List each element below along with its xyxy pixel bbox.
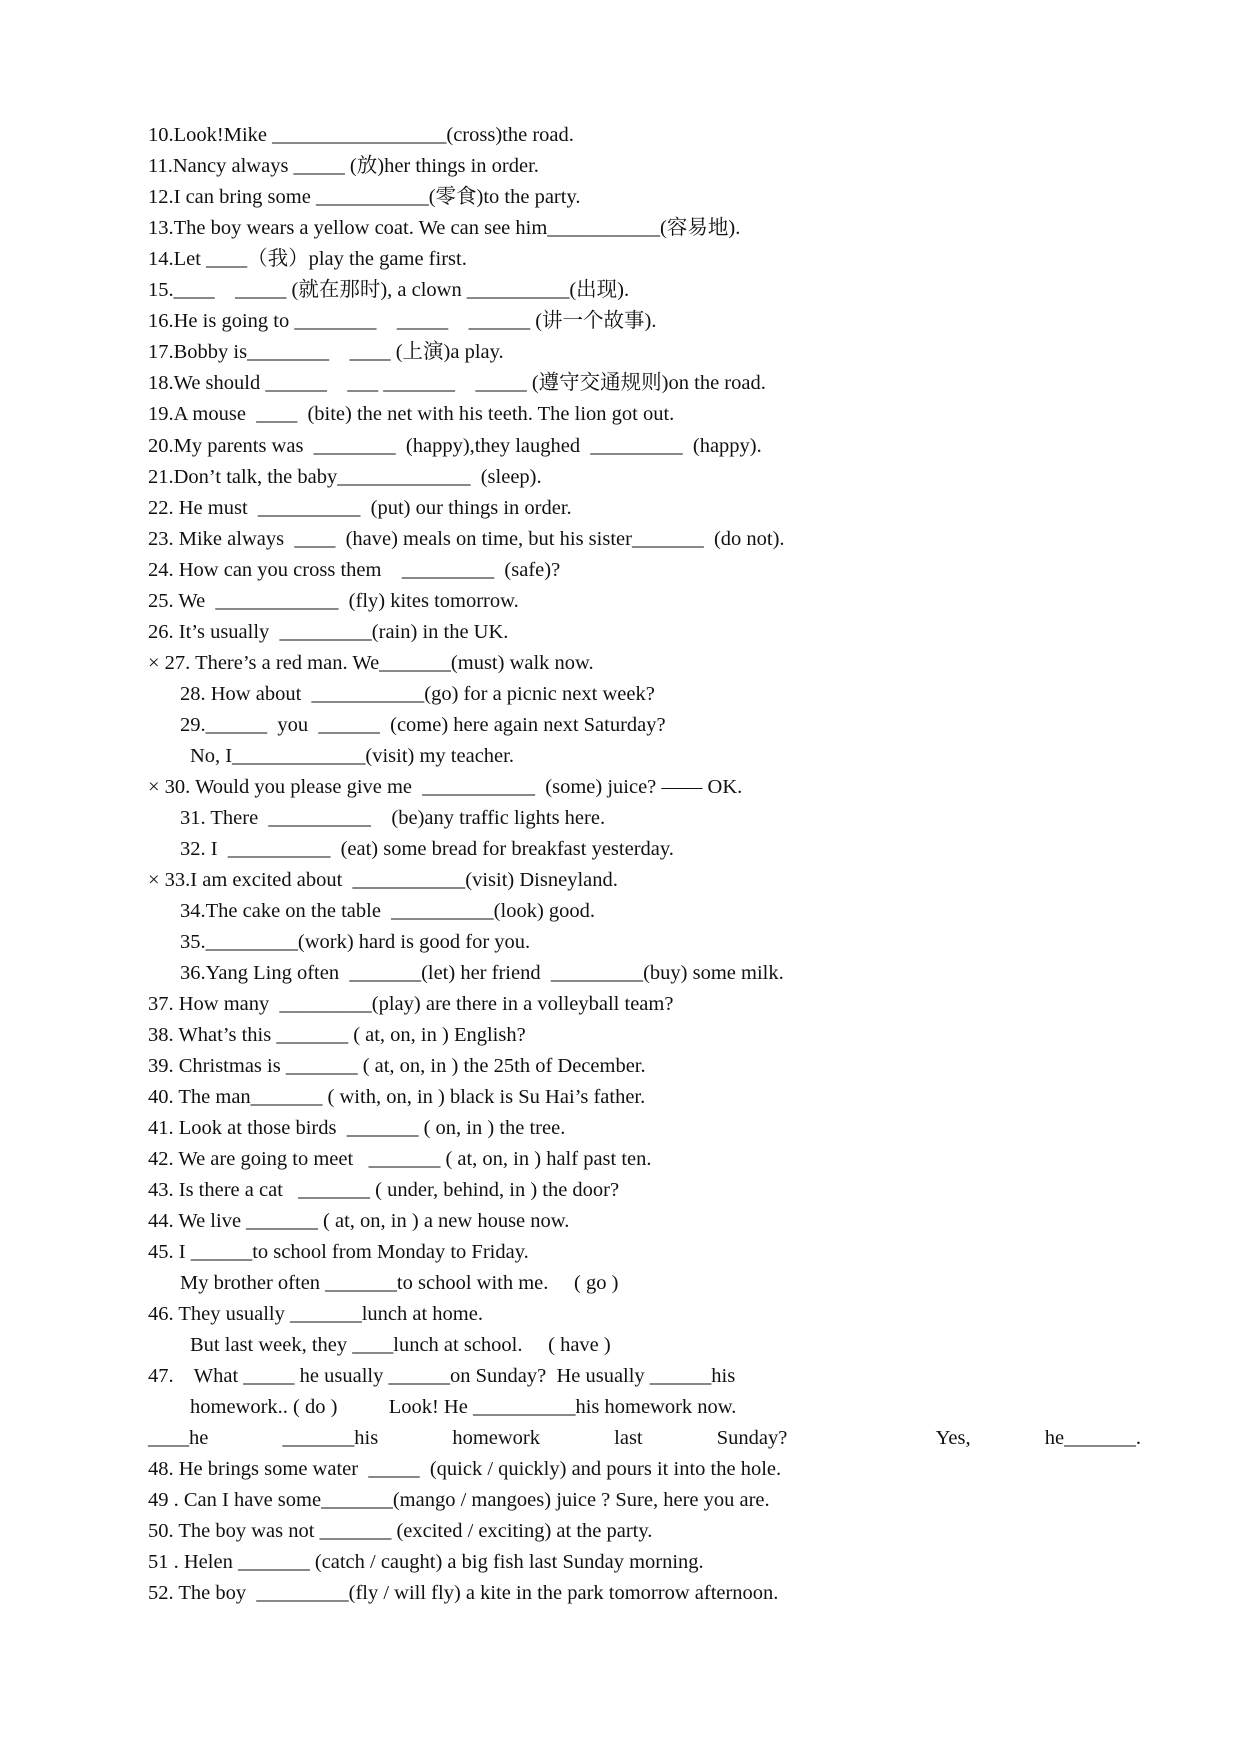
exercise-line: 26. It’s usually _________(rain) in the UK. <box>148 621 509 643</box>
exercise-line: 28. How about ___________(go) for a picnic next week? <box>180 683 655 705</box>
exercise-line: 36.Yang Ling often _______(let) her friend _________(buy) some milk. <box>180 962 784 984</box>
line-part: Yes, <box>935 1427 971 1449</box>
exercise-line: 22. He must __________ (put) our things in order. <box>148 497 572 519</box>
exercise-line: 18.We should ______ ___ _______ _____ (遵守交通规则)on the road. <box>148 372 766 394</box>
exercise-line: 35._________(work) hard is good for you. <box>180 931 531 953</box>
exercise-line: 16.He is going to ________ _____ ______ (讲一个故事). <box>148 310 657 332</box>
line-part: ____he <box>148 1427 209 1449</box>
exercise-line: 40. The man_______ ( with, on, in ) black is Su Hai’s father. <box>148 1086 646 1108</box>
exercise-line: 11.Nancy always _____ (放)her things in order. <box>148 155 539 177</box>
exercise-line: 32. I __________ (eat) some bread for breakfast yesterday. <box>180 838 674 860</box>
exercise-line: My brother often _______to school with me. ( go ) <box>180 1272 619 1294</box>
justified-line <box>148 1426 1141 1450</box>
exercise-line: 20.My parents was ________ (happy),they laughed _________ (happy). <box>148 435 762 457</box>
exercise-line: 21.Don’t talk, the baby_____________ (sleep). <box>148 466 542 488</box>
line-part: he_______. <box>1044 1427 1141 1449</box>
exercise-line: 19.A mouse ____ (bite) the net with his teeth. The lion got out. <box>148 403 675 425</box>
exercise-line: 31. There __________ (be)any traffic lights here. <box>180 807 606 829</box>
exercise-line: 23. Mike always ____ (have) meals on time, but his sister_______ (do not). <box>148 528 785 550</box>
exercise-line: 51 . Helen _______ (catch / caught) a big fish last Sunday morning. <box>148 1551 704 1573</box>
exercise-line: 43. Is there a cat _______ ( under, behind, in ) the door? <box>148 1179 620 1201</box>
line-part: _______his <box>282 1427 379 1449</box>
exercise-line: 29.______ you ______ (come) here again next Saturday? <box>180 714 666 736</box>
exercise-line: 48. He brings some water _____ (quick / quickly) and pours it into the hole. <box>148 1458 782 1480</box>
exercise-line: 25. We ____________ (fly) kites tomorrow. <box>148 590 519 612</box>
line-part: last <box>614 1427 643 1449</box>
exercise-line: × 30. Would you please give me ___________ (some) juice? —— OK. <box>148 776 743 798</box>
exercise-line: 17.Bobby is________ ____ (上演)a play. <box>148 341 504 363</box>
exercise-line: 13.The boy wears a yellow coat. We can see him___________(容易地). <box>148 217 741 239</box>
exercise-line: 44. We live _______ ( at, on, in ) a new house now. <box>148 1210 570 1232</box>
exercise-line: 39. Christmas is _______ ( at, on, in ) the 25th of December. <box>148 1055 646 1077</box>
exercise-line: × 33.I am excited about ___________(visit) Disneyland. <box>148 869 618 891</box>
exercise-line: 12.I can bring some ___________(零食)to the party. <box>148 186 581 208</box>
exercise-line: 50. The boy was not _______ (excited / exciting) at the party. <box>148 1520 653 1542</box>
exercise-line: But last week, they ____lunch at school. ( have ) <box>190 1334 611 1356</box>
exercise-line: No, I_____________(visit) my teacher. <box>190 745 514 767</box>
exercise-line: 34.The cake on the table __________(look) good. <box>180 900 596 922</box>
exercise-line: 37. How many _________(play) are there in a volleyball team? <box>148 993 674 1015</box>
exercise-line: 49 . Can I have some_______(mango / mangoes) juice ? Sure, here you are. <box>148 1489 770 1511</box>
exercise-line: 38. What’s this _______ ( at, on, in ) English? <box>148 1024 526 1046</box>
exercise-line: × 27. There’s a red man. We_______(must) walk now. <box>148 652 594 674</box>
exercise-line: homework.. ( do ) Look! He __________his homework now. <box>190 1396 737 1418</box>
exercise-line: 24. How can you cross them _________ (safe)? <box>148 559 561 581</box>
exercise-line: 15.____ _____ (就在那时), a clown __________(出现). <box>148 279 630 301</box>
exercise-line: 47. What _____ he usually ______on Sunday? He usually ______his <box>148 1365 736 1387</box>
exercise-line: 14.Let ____（我）play the game first. <box>148 248 467 270</box>
exercise-line: 46. They usually _______lunch at home. <box>148 1303 483 1325</box>
line-part: homework <box>452 1427 541 1449</box>
exercise-line: 52. The boy _________(fly / will fly) a kite in the park tomorrow afternoon. <box>148 1582 779 1604</box>
line-part: Sunday? <box>716 1427 788 1449</box>
exercise-line: 42. We are going to meet _______ ( at, on, in ) half past ten. <box>148 1148 652 1170</box>
exercise-line: 45. I ______to school from Monday to Friday. <box>148 1241 529 1263</box>
exercise-line: 41. Look at those birds _______ ( on, in ) the tree. <box>148 1117 566 1139</box>
exercise-line: 10.Look!Mike _________________(cross)the road. <box>148 124 574 146</box>
